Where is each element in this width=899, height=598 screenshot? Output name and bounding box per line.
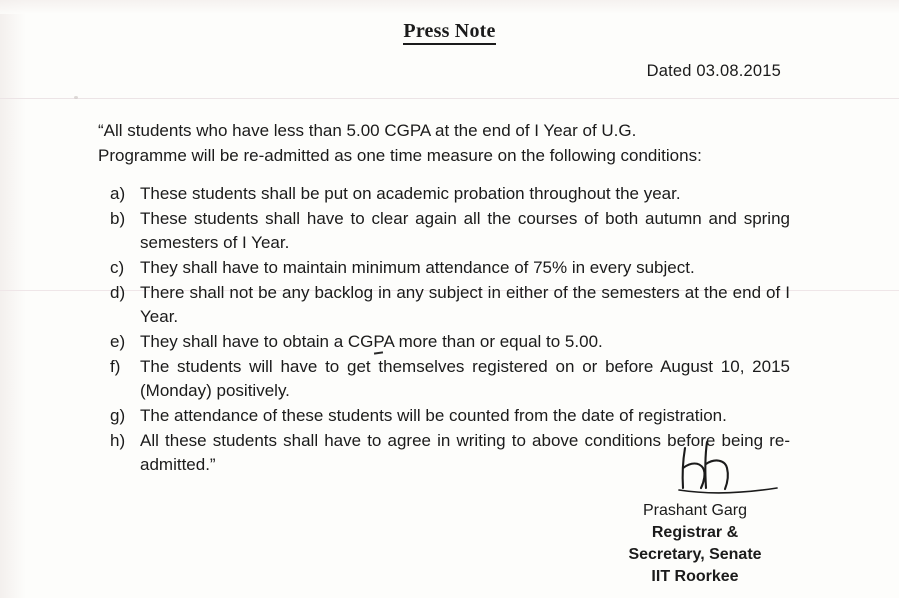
list-item-text: There shall not be any backlog in any subject in either of the semesters at the end of I Year. [140, 283, 790, 326]
handwritten-signature-icon [595, 440, 795, 498]
signatory-organization: IIT Roorkee [651, 568, 739, 585]
list-item-text: They shall have to obtain a CGPA more than or equal to 5.00. [140, 332, 603, 351]
list-item [110, 330, 790, 354]
list-item-marker: a) [110, 184, 126, 203]
list-item-marker: g) [110, 406, 126, 425]
list-item-text: They shall have to maintain minimum attendance of 75% in every subject. [140, 258, 695, 277]
signatory-role-line-2: Secretary, Senate [628, 546, 762, 563]
list-item-text: These students shall be put on academic probation throughout the year. [140, 184, 681, 203]
list-item-marker: c) [110, 258, 125, 277]
list-item [110, 281, 790, 329]
list-item [110, 182, 790, 206]
lead-paragraph [98, 118, 794, 168]
list-item-marker: b) [110, 209, 126, 228]
signatory-role-line-1: Registrar & [651, 524, 739, 541]
list-item [110, 207, 790, 255]
document-title [0, 20, 899, 43]
list-item-marker: f) [110, 357, 121, 376]
document-title-text: Press Note [403, 20, 495, 45]
list-item [110, 256, 790, 280]
list-item-marker: h) [110, 431, 126, 450]
list-item-text: The attendance of these students will be counted from the date of registration. [140, 406, 727, 425]
conditions-list [110, 182, 790, 478]
list-item [110, 355, 790, 403]
signatory-name: Prashant Garg [642, 502, 748, 519]
lead-paragraph-line-2: Programme will be re-admitted as one time measure on the following conditions: [98, 146, 702, 165]
list-item-marker: d) [110, 283, 126, 302]
list-item-text: The students will have to get themselves registered on or before August 10, 2015 (Monday) positively. [140, 357, 790, 400]
list-item-text: These students shall have to clear again all the courses of both autumn and spring semesters of I Year. [140, 209, 790, 252]
list-item-text: All these students shall have to agree in writing to above conditions before being re-admitted.” [140, 431, 790, 474]
signature-block [595, 440, 795, 588]
document-date: Dated 03.08.2015 [646, 62, 781, 80]
list-item [110, 404, 790, 428]
list-item-marker: e) [110, 332, 126, 351]
lead-paragraph-line-1: “All students who have less than 5.00 CGPA at the end of I Year of U.G. [98, 121, 637, 140]
